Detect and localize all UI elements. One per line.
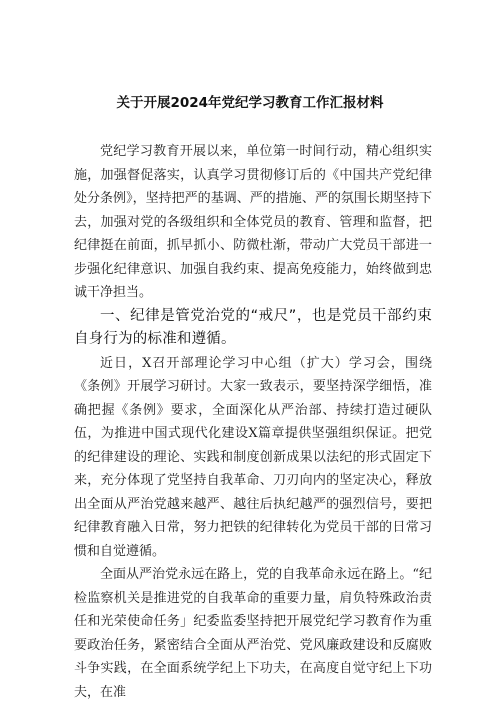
document-title: 关于开展2024年党纪学习教育工作汇报材料 xyxy=(116,95,384,111)
section-heading-1: 一、纪律是管党治党的“戒尺”，也是党员干部约束自身行为的标准和遵循。 xyxy=(74,307,432,347)
document-body xyxy=(74,140,432,704)
body-paragraph-3: 全面从严治党永远在路上，党的自我革命永远在路上。“纪检监察机关是推进党的自我革命的重要力量，肩负特殊政治责任和光荣使命任务」纪委监委坚持把开展党纪学习教育作为重要政治任务，紧密结合全面从严治党、党风廉政建设和反腐败斗争实践，在全面系统学纪上下功夫，在高度自觉守纪上下功夫，在准 xyxy=(74,567,432,700)
body-paragraph-2: 近日，X召开部理论学习中心组（扩大）学习会，围绕《条例》开展学习研讨。大家一致表示，要坚持深学细悟，准确把握《条例》要求，全面深化从严治部、持续打造过硬队伍，为推进中国式现代化建设X篇章提供坚强组织保证。把党的纪律建设的理论、实践和制度创新成果以法纪的形式固定下来，充分体现了党坚持自我革命、刀刃向内的坚定决心，释放出全面从严治党越来越严、越往后执纪越严的强烈信号，要把纪律教育融入日常，努力把铁的纪律转化为党员干部的日常习惯和自觉遵循。 xyxy=(74,355,432,559)
intro-paragraph: 党纪学习教育开展以来，单位第一时间行动，精心组织实施，加强督促落实，认真学习贯彻修订后的《中国共产党纪律处分条例》，坚持把严的基调、严的措施、严的氛围长期坚持下去，加强对党的各级组织和全体党员的教育、管理和监督，把纪律挺在前面，抓早抓小、防微杜渐，带动广大党员干部进一步强化纪律意识、加强自我约束、提高免疫能力，始终做到忠诚干净担当。 xyxy=(74,144,432,300)
